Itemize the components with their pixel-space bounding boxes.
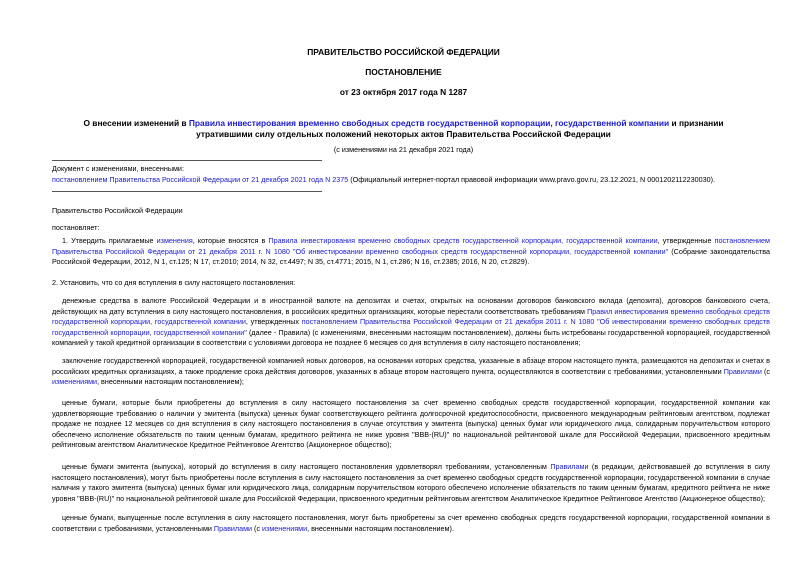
p1-text-b: , которые вносятся в xyxy=(192,236,269,245)
p1-text-a: 1. Утвердить прилагаемые xyxy=(62,236,157,245)
decree-1080-link-p1[interactable]: постановлением Правительства Российской Федерации от 21 декабря 2011 г. N 1080 "Об инвестировании временно свободных средств государственной корпорации, государственной компании" xyxy=(52,236,770,256)
p7-text-b: (с xyxy=(252,523,263,533)
rules-link-p4[interactable]: Правилами xyxy=(723,366,762,376)
paragraph-6 xyxy=(52,462,770,504)
p6-text-b: (в редакции, действовавшей до вступления в силу настоящего постановления), могут быть приобретены после вступления в силу настоящего постановления за счет временно свободных средств государственной корпорации, государственной компании в случае наличия у такого эмитента (выпуска) ценных бумаг или юридического лица, солидарным поручительством которого обеспечено исполнение обязательств по таким ценным бумагам, кредитного рейтинга не ниже уровня "BBB-(RU)" по национальной рейтинговой шкале для Российской Федерации, присвоенного кредитным рейтинговым агентством Аналитическое Кредитное Рейтинговое Агентство (Акционерное общество); xyxy=(52,462,771,503)
divider-bottom xyxy=(52,191,322,192)
changes-box xyxy=(52,164,762,185)
document-title xyxy=(0,118,807,140)
amendment-source: (Официальный интернет-портал правовой информации www.pravo.gov.ru, 23.12.2021, N 0001202112230030). xyxy=(348,174,716,184)
amendment-link[interactable]: постановлением Правительства Российской Федерации от 21 декабря 2021 года N 2375 xyxy=(52,174,349,184)
paragraph-5: ценные бумаги, которые были приобретены до вступления в силу настоящего постановления за счет временно свободных средств государственной корпорации, государственной компании как удовлетворяющие требованию о наличии у эмитента (выпуска) ценных бумаг соответствующего рейтинга долгосрочной кредитоспособности, присвоенного международным рейтинговым агентством, подлежат продаже не позднее 12 месяцев со дня вступления в силу настоящего постановления в случае отсутствия у эмитента (выпуска) ценных бумаг или юридического лица, солидарным поручительством которого обеспечено исполнение обязательств по таким ценным бумагам, кредитного рейтинга не ниже уровня "BBB-(RU)" по национальной рейтинговой шкале для Российской Федерации, присвоенного кредитным рейтинговым агентством Аналитическое Кредитное Рейтинговое Агентство (Акционерное общество); xyxy=(52,398,770,450)
p7-text-c: , внесенными настоящим постановлением). xyxy=(307,523,454,533)
rules-link-p6[interactable]: Правилами xyxy=(550,462,589,471)
changes-link-p4[interactable]: изменениями xyxy=(52,377,98,387)
p7-text-a: ценные бумаги, выпущенные после вступления в силу настоящего постановления, могут быть приобретены за счет временно свободных средств государственной корпорации, государственной компании в соответствии с требованиями, установленными xyxy=(52,513,770,533)
divider-top xyxy=(52,160,322,161)
decides-label: постановляет: xyxy=(52,223,100,232)
rules-link-p7[interactable]: Правилами xyxy=(213,523,253,533)
p4-text-a: заключение государственной корпорацией, государственной компанией новых договоров, на основании которых средства, указанные в абзаце втором настоящего пункта, размещаются на депозитах и счетах в российских кредитных организациях, а также продление срока действия договоров, указанных в абзаце втором настоящего пункта, осуществляются в соответствии с требованиями, установленными xyxy=(52,356,770,376)
paragraph-2: 2. Установить, что со дня вступления в силу настоящего постановления: xyxy=(52,278,296,287)
p1-text-d: (Собрание законодательства Российской Федерации, 2012, N 1, ст.125; N 17, ст.2010; 2014, N 32, ст.4497; N 35, ст.4771; 2015, N 1, ст.286; N 16, ст.2385; 2016, N 20, ст.2829). xyxy=(52,246,770,267)
p3-text-c: (далее - Правила) (с изменениями, внесенными настоящим постановлением), должны быть истребованы государственной корпорацией, государственной компанией у такой кредитной организации в соответствии с условиями договора не позднее 6 месяцев со дня вступления в силу настоящего постановления; xyxy=(52,327,771,348)
changes-link-p7[interactable]: изменениями xyxy=(262,523,308,533)
title-prefix: О внесении изменений в xyxy=(83,118,189,128)
paragraph-4 xyxy=(52,356,770,388)
p4-text-b: (с xyxy=(761,366,771,376)
paragraph-3 xyxy=(52,296,770,349)
changes-box-entry xyxy=(52,175,762,186)
document-type: ПОСТАНОВЛЕНИЕ xyxy=(365,67,442,77)
paragraph-7 xyxy=(52,513,770,534)
decree-1080-link-p3[interactable]: постановлением Правительства Российской Федерации от 21 декабря 2011 г. N 1080 "Об инвестировании временно свободных средств государственной корпорации, государственной компании" xyxy=(52,317,770,337)
p3-text-b: , утвержденных xyxy=(245,317,302,327)
changes-note: (с изменениями на 21 декабря 2021 года) xyxy=(333,145,474,154)
p1-text-c: , утвержденные xyxy=(657,236,715,245)
title-line2: утратившими силу отдельных положений некоторых актов Правительства Российской Федерации xyxy=(196,129,611,139)
document-date: от 23 октября 2017 года N 1287 xyxy=(339,87,468,97)
changes-link[interactable]: изменения xyxy=(156,236,193,245)
rules-link-p1[interactable]: Правила инвестирования временно свободных средств государственной корпорации, государственной компании xyxy=(268,236,658,245)
title-suffix: и признании xyxy=(669,118,724,128)
paragraph-1 xyxy=(52,236,770,268)
government-heading: ПРАВИТЕЛЬСТВО РОССИЙСКОЙ ФЕДЕРАЦИИ xyxy=(307,47,500,57)
rules-link[interactable]: Правила инвестирования временно свободных средств государственной корпорации, государственной компании xyxy=(188,118,670,128)
government-name: Правительство Российской Федерации xyxy=(52,206,183,215)
p3-text-a: денежные средства в валюте Российской Федерации и в иностранной валюте на депозитах и счетах, открытых на основании договоров банковского вклада (депозита), договоров банковского счета, действующих на дату вступления в силу настоящего постановления, в российских кредитных организациях, которые перестали соответствовать требованиям xyxy=(52,296,770,316)
changes-box-heading: Документ с изменениями, внесенными: xyxy=(52,164,184,173)
rules-link-p3[interactable]: Правил инвестирования временно свободных средств государственной корпорации, государственной компании xyxy=(52,306,771,327)
p4-text-c: , внесенными настоящим постановлением); xyxy=(97,377,244,387)
p6-text-a: ценные бумаги эмитента (выпуска), который до вступления в силу настоящего постановления удовлетворял требованиям, установленным xyxy=(62,462,551,471)
